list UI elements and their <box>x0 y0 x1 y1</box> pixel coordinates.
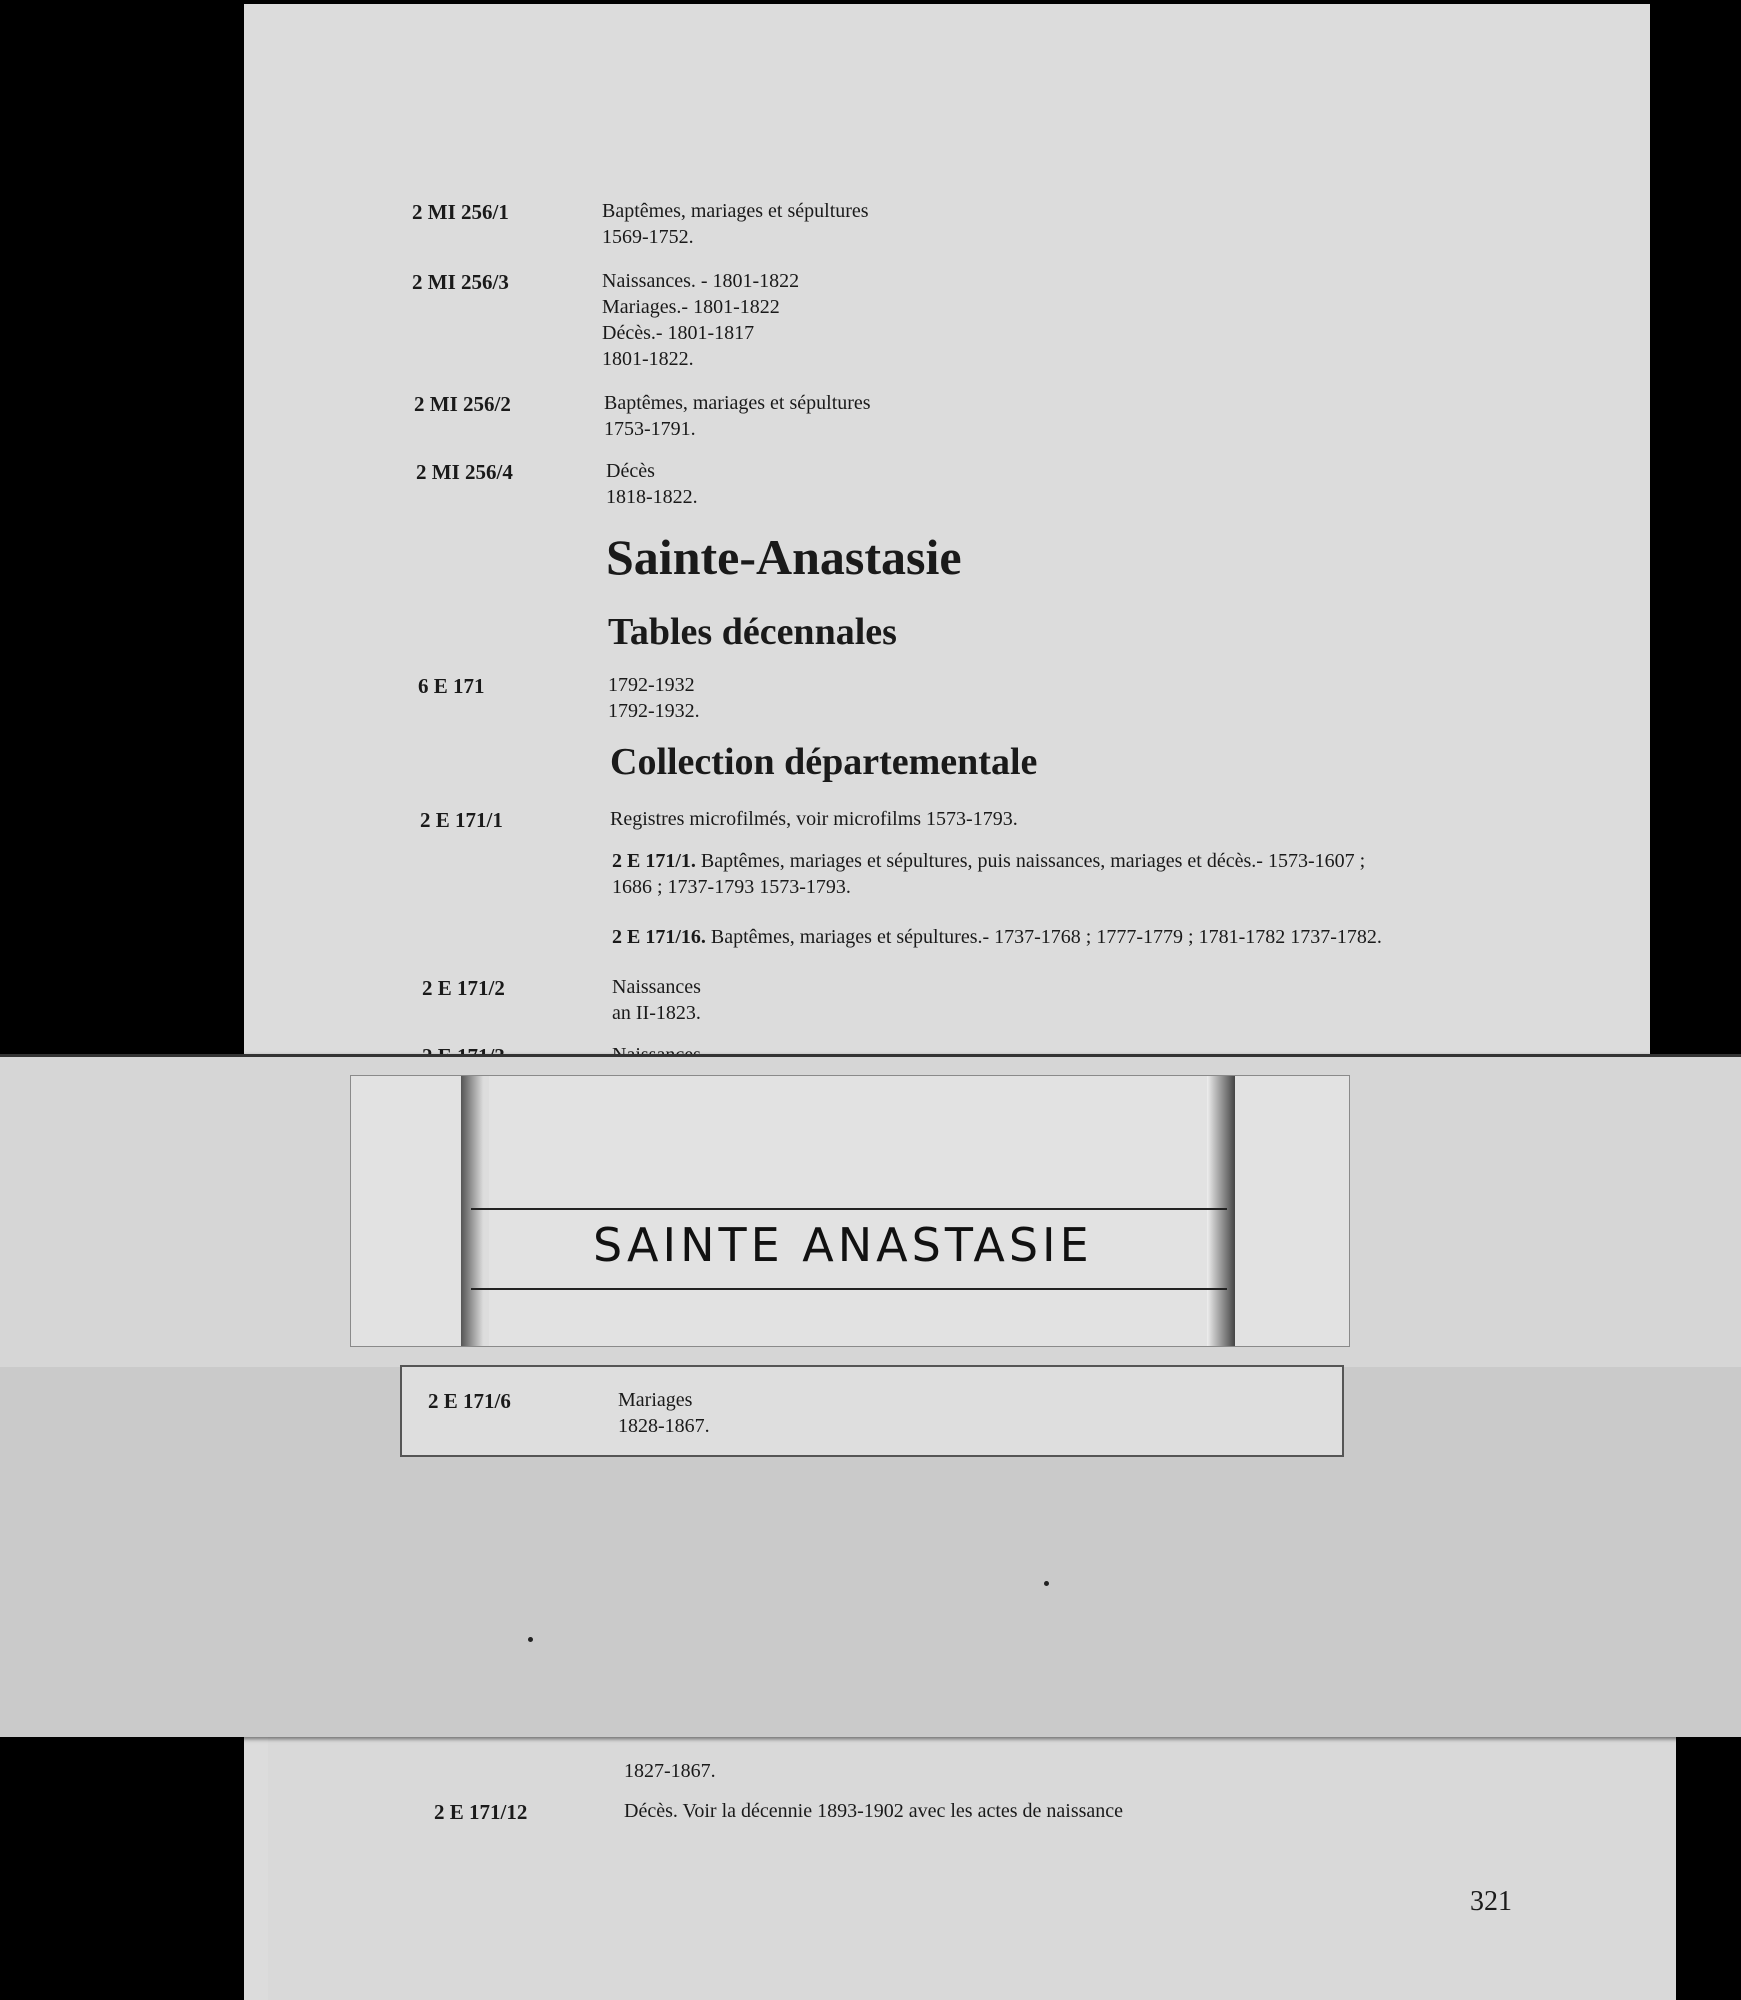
entry-line: 1801-1822. <box>602 348 694 370</box>
entry-desc <box>606 458 698 510</box>
entry-line: Décès <box>606 460 655 482</box>
entry-line: 1818-1822. <box>606 486 698 508</box>
entry-line: Mariages <box>618 1389 693 1411</box>
entry-line: 1792-1932. <box>608 700 700 722</box>
entry-desc <box>612 974 701 1026</box>
entry-line: an II-1823. <box>612 1002 701 1024</box>
section-tables: Tables décennales <box>608 611 897 653</box>
note-text-line2: 1686 ; 1737-1793 1573-1793. <box>612 876 851 898</box>
entry-code: 6 E 171 <box>418 674 485 698</box>
entry-desc: Décès. Voir la décennie 1893-1902 avec les actes de naissance <box>624 1800 1124 1822</box>
entry-line: Baptêmes, mariages et sépultures <box>602 200 869 222</box>
entry-desc <box>608 672 700 724</box>
entry-line: Baptêmes, mariages et sépultures <box>604 392 871 414</box>
entry-line: Naissances. - 1801-1822 <box>602 270 800 292</box>
tab-fold-left <box>461 1076 489 1346</box>
speck <box>1044 1581 1049 1586</box>
entry-desc <box>602 268 799 372</box>
label-tab <box>350 1075 1350 1347</box>
band-entry-box <box>400 1365 1344 1457</box>
entry-desc: Registres microfilmés, voir microfilms 1573-1793. <box>610 808 1018 830</box>
entry-line: 1792-1932 <box>608 674 695 696</box>
note-code: 2 E 171/16. <box>612 926 706 948</box>
entry-code: 2 E 171/12 <box>434 1800 528 1824</box>
entry-code: 2 E 171/1 <box>420 808 503 832</box>
entry-desc: 1827-1867. <box>624 1760 716 1782</box>
entry-line: 1753-1791. <box>604 418 696 440</box>
label-handwritten: SAINTE ANASTASIE <box>593 1218 1093 1272</box>
tab-fold-right <box>1207 1076 1235 1346</box>
entry-desc <box>618 1387 710 1439</box>
entry-code: 2 E 171/6 <box>428 1389 511 1413</box>
entry-code: 2 MI 256/1 <box>412 200 509 224</box>
archive-page-lower <box>268 1730 1676 2000</box>
entry-desc <box>604 390 871 442</box>
label-rule-bottom <box>471 1288 1227 1290</box>
entry-line: 1569-1752. <box>602 226 694 248</box>
section-collection: Collection départementale <box>610 741 1038 783</box>
entry-line: 1828-1867. <box>618 1415 710 1437</box>
entry-line: Naissances <box>612 976 701 998</box>
note-entry <box>612 924 1382 950</box>
entry-code: 2 E 171/2 <box>422 976 505 1000</box>
note-text: Baptêmes, mariages et sépultures.- 1737-1768 ; 1777-1779 ; 1781-1782 1737-1782. <box>705 926 1382 948</box>
label-rule-top <box>471 1208 1227 1210</box>
note-text: Baptêmes, mariages et sépultures, puis naissances, mariages et décès.- 1573-1607 ; <box>695 850 1366 872</box>
speck <box>528 1637 533 1642</box>
entry-code: 2 MI 256/4 <box>416 460 513 484</box>
entry-desc <box>602 198 869 250</box>
entry-line: Mariages.- 1801-1822 <box>602 296 780 318</box>
entry-code: 2 MI 256/2 <box>414 392 511 416</box>
note-code: 2 E 171/1. <box>612 850 696 872</box>
note-entry <box>612 848 1365 900</box>
microfilm-label-band <box>0 1054 1741 1737</box>
commune-title: Sainte-Anastasie <box>606 529 962 585</box>
page-number: 321 <box>1470 1886 1512 1917</box>
entry-code: 2 MI 256/3 <box>412 270 509 294</box>
entry-line: Décès.- 1801-1817 <box>602 322 755 344</box>
